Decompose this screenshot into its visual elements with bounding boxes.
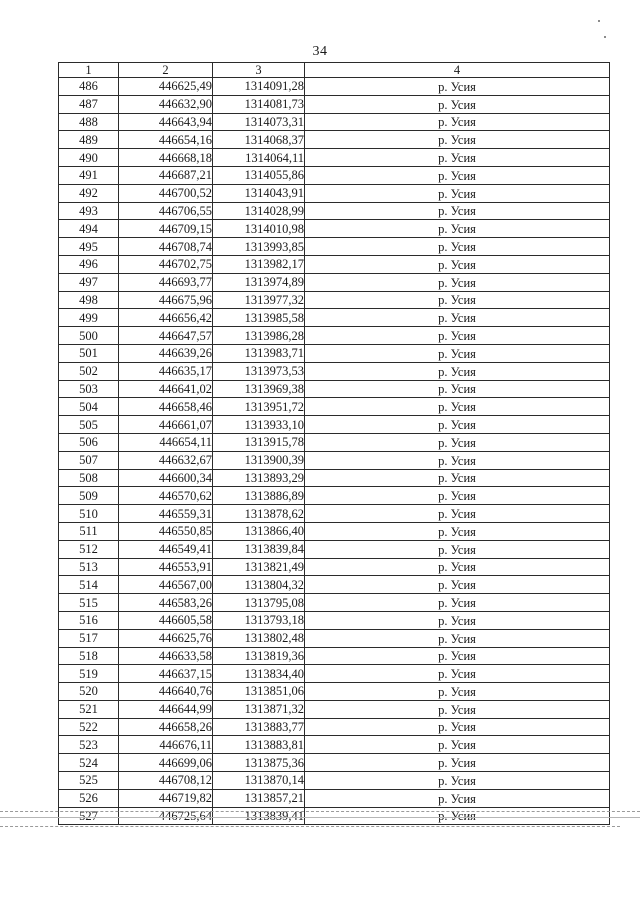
point-number-cell: 515 bbox=[59, 594, 119, 612]
y-coordinate-cell: 1313883,77 bbox=[213, 718, 305, 736]
y-coordinate-cell: 1313886,89 bbox=[213, 487, 305, 505]
description-cell: р. Усия bbox=[305, 576, 610, 594]
scan-artifact-line bbox=[0, 817, 640, 818]
x-coordinate-cell: 446709,15 bbox=[119, 220, 213, 238]
x-coordinate-cell: 446693,77 bbox=[119, 273, 213, 291]
point-number-cell: 519 bbox=[59, 665, 119, 683]
point-number-cell: 494 bbox=[59, 220, 119, 238]
description-cell: р. Усия bbox=[305, 807, 610, 825]
description-cell: р. Усия bbox=[305, 754, 610, 772]
x-coordinate-cell: 446641,02 bbox=[119, 380, 213, 398]
description-cell: р. Усия bbox=[305, 113, 610, 131]
x-coordinate-cell: 446600,34 bbox=[119, 469, 213, 487]
x-coordinate-cell: 446658,26 bbox=[119, 718, 213, 736]
x-coordinate-cell: 446632,67 bbox=[119, 451, 213, 469]
y-coordinate-cell: 1313804,32 bbox=[213, 576, 305, 594]
table-row bbox=[59, 469, 610, 487]
x-coordinate-cell: 446605,58 bbox=[119, 611, 213, 629]
description-cell: р. Усия bbox=[305, 700, 610, 718]
description-cell: р. Усия bbox=[305, 469, 610, 487]
table-row bbox=[59, 113, 610, 131]
x-coordinate-cell: 446625,76 bbox=[119, 629, 213, 647]
description-cell: р. Усия bbox=[305, 647, 610, 665]
y-coordinate-cell: 1313839,84 bbox=[213, 540, 305, 558]
table-row bbox=[59, 380, 610, 398]
y-coordinate-cell: 1313933,10 bbox=[213, 416, 305, 434]
description-cell: р. Усия bbox=[305, 255, 610, 273]
scan-speck bbox=[604, 36, 606, 38]
point-number-cell: 511 bbox=[59, 522, 119, 540]
point-number-cell: 523 bbox=[59, 736, 119, 754]
description-cell: р. Усия bbox=[305, 772, 610, 790]
table-row bbox=[59, 505, 610, 523]
description-cell: р. Усия bbox=[305, 505, 610, 523]
table-row bbox=[59, 184, 610, 202]
x-coordinate-cell: 446549,41 bbox=[119, 540, 213, 558]
x-coordinate-cell: 446725,64 bbox=[119, 807, 213, 825]
table-row bbox=[59, 166, 610, 184]
y-coordinate-cell: 1313951,72 bbox=[213, 398, 305, 416]
description-cell: р. Усия bbox=[305, 416, 610, 434]
table-row bbox=[59, 95, 610, 113]
point-number-cell: 509 bbox=[59, 487, 119, 505]
point-number-cell: 514 bbox=[59, 576, 119, 594]
x-coordinate-cell: 446632,90 bbox=[119, 95, 213, 113]
point-number-cell: 498 bbox=[59, 291, 119, 309]
point-number-cell: 486 bbox=[59, 78, 119, 96]
point-number-cell: 510 bbox=[59, 505, 119, 523]
x-coordinate-cell: 446567,00 bbox=[119, 576, 213, 594]
scan-speck bbox=[598, 20, 600, 22]
y-coordinate-cell: 1313839,41 bbox=[213, 807, 305, 825]
page-number: 34 bbox=[312, 44, 328, 59]
point-number-cell: 522 bbox=[59, 718, 119, 736]
point-number-cell: 497 bbox=[59, 273, 119, 291]
point-number-cell: 502 bbox=[59, 362, 119, 380]
x-coordinate-cell: 446644,99 bbox=[119, 700, 213, 718]
table-row bbox=[59, 522, 610, 540]
table-row bbox=[59, 202, 610, 220]
y-coordinate-cell: 1313871,32 bbox=[213, 700, 305, 718]
description-cell: р. Усия bbox=[305, 95, 610, 113]
y-coordinate-cell: 1313893,29 bbox=[213, 469, 305, 487]
description-cell: р. Усия bbox=[305, 736, 610, 754]
x-coordinate-cell: 446699,06 bbox=[119, 754, 213, 772]
description-cell: р. Усия bbox=[305, 273, 610, 291]
table-row bbox=[59, 78, 610, 96]
y-coordinate-cell: 1313977,32 bbox=[213, 291, 305, 309]
x-coordinate-cell: 446719,82 bbox=[119, 789, 213, 807]
description-cell: р. Усия bbox=[305, 718, 610, 736]
x-coordinate-cell: 446553,91 bbox=[119, 558, 213, 576]
y-coordinate-cell: 1314028,99 bbox=[213, 202, 305, 220]
description-cell: р. Усия bbox=[305, 558, 610, 576]
description-cell: р. Усия bbox=[305, 362, 610, 380]
point-number-cell: 505 bbox=[59, 416, 119, 434]
y-coordinate-cell: 1314068,37 bbox=[213, 131, 305, 149]
table-row bbox=[59, 647, 610, 665]
table-row bbox=[59, 683, 610, 701]
y-coordinate-cell: 1313819,36 bbox=[213, 647, 305, 665]
point-number-cell: 513 bbox=[59, 558, 119, 576]
point-number-cell: 491 bbox=[59, 166, 119, 184]
table-row bbox=[59, 665, 610, 683]
description-cell: р. Усия bbox=[305, 789, 610, 807]
point-number-cell: 526 bbox=[59, 789, 119, 807]
x-coordinate-cell: 446700,52 bbox=[119, 184, 213, 202]
description-cell: р. Усия bbox=[305, 327, 610, 345]
point-number-cell: 506 bbox=[59, 433, 119, 451]
point-number-cell: 525 bbox=[59, 772, 119, 790]
point-number-cell: 487 bbox=[59, 95, 119, 113]
y-coordinate-cell: 1314091,28 bbox=[213, 78, 305, 96]
y-coordinate-cell: 1313982,17 bbox=[213, 255, 305, 273]
table-row bbox=[59, 309, 610, 327]
point-number-cell: 524 bbox=[59, 754, 119, 772]
table-row bbox=[59, 754, 610, 772]
point-number-cell: 512 bbox=[59, 540, 119, 558]
y-coordinate-cell: 1313851,06 bbox=[213, 683, 305, 701]
column-header-4: 4 bbox=[305, 63, 610, 78]
y-coordinate-cell: 1314043,91 bbox=[213, 184, 305, 202]
table-row bbox=[59, 540, 610, 558]
x-coordinate-cell: 446656,42 bbox=[119, 309, 213, 327]
description-cell: р. Усия bbox=[305, 78, 610, 96]
x-coordinate-cell: 446625,49 bbox=[119, 78, 213, 96]
description-cell: р. Усия bbox=[305, 344, 610, 362]
description-cell: р. Усия bbox=[305, 309, 610, 327]
description-cell: р. Усия bbox=[305, 540, 610, 558]
x-coordinate-cell: 446654,16 bbox=[119, 131, 213, 149]
description-cell: р. Усия bbox=[305, 683, 610, 701]
point-number-cell: 520 bbox=[59, 683, 119, 701]
table-row bbox=[59, 344, 610, 362]
point-number-cell: 495 bbox=[59, 238, 119, 256]
table-row bbox=[59, 487, 610, 505]
point-number-cell: 518 bbox=[59, 647, 119, 665]
column-header-3: 3 bbox=[213, 63, 305, 78]
x-coordinate-cell: 446583,26 bbox=[119, 594, 213, 612]
x-coordinate-cell: 446676,11 bbox=[119, 736, 213, 754]
table-row bbox=[59, 291, 610, 309]
point-number-cell: 504 bbox=[59, 398, 119, 416]
scan-artifact-line bbox=[0, 826, 620, 827]
point-number-cell: 492 bbox=[59, 184, 119, 202]
table-row bbox=[59, 220, 610, 238]
description-cell: р. Усия bbox=[305, 291, 610, 309]
table-row bbox=[59, 255, 610, 273]
description-cell: р. Усия bbox=[305, 149, 610, 167]
y-coordinate-cell: 1313900,39 bbox=[213, 451, 305, 469]
point-number-cell: 488 bbox=[59, 113, 119, 131]
description-cell: р. Усия bbox=[305, 166, 610, 184]
point-number-cell: 489 bbox=[59, 131, 119, 149]
y-coordinate-cell: 1313878,62 bbox=[213, 505, 305, 523]
coordinates-table bbox=[58, 62, 610, 825]
y-coordinate-cell: 1314073,31 bbox=[213, 113, 305, 131]
y-coordinate-cell: 1313857,21 bbox=[213, 789, 305, 807]
description-cell: р. Усия bbox=[305, 629, 610, 647]
point-number-cell: 500 bbox=[59, 327, 119, 345]
description-cell: р. Усия bbox=[305, 238, 610, 256]
table-row bbox=[59, 273, 610, 291]
table-row bbox=[59, 718, 610, 736]
y-coordinate-cell: 1313866,40 bbox=[213, 522, 305, 540]
point-number-cell: 508 bbox=[59, 469, 119, 487]
y-coordinate-cell: 1313983,71 bbox=[213, 344, 305, 362]
x-coordinate-cell: 446647,57 bbox=[119, 327, 213, 345]
x-coordinate-cell: 446637,15 bbox=[119, 665, 213, 683]
table-row bbox=[59, 772, 610, 790]
description-cell: р. Усия bbox=[305, 665, 610, 683]
table-body bbox=[59, 78, 610, 825]
x-coordinate-cell: 446702,75 bbox=[119, 255, 213, 273]
y-coordinate-cell: 1313986,28 bbox=[213, 327, 305, 345]
x-coordinate-cell: 446708,74 bbox=[119, 238, 213, 256]
x-coordinate-cell: 446570,62 bbox=[119, 487, 213, 505]
y-coordinate-cell: 1314081,73 bbox=[213, 95, 305, 113]
x-coordinate-cell: 446661,07 bbox=[119, 416, 213, 434]
point-number-cell: 527 bbox=[59, 807, 119, 825]
x-coordinate-cell: 446550,85 bbox=[119, 522, 213, 540]
point-number-cell: 496 bbox=[59, 255, 119, 273]
y-coordinate-cell: 1313974,89 bbox=[213, 273, 305, 291]
table-row bbox=[59, 416, 610, 434]
point-number-cell: 507 bbox=[59, 451, 119, 469]
table-row bbox=[59, 736, 610, 754]
point-number-cell: 501 bbox=[59, 344, 119, 362]
table-row bbox=[59, 362, 610, 380]
table-row bbox=[59, 594, 610, 612]
x-coordinate-cell: 446706,55 bbox=[119, 202, 213, 220]
point-number-cell: 517 bbox=[59, 629, 119, 647]
description-cell: р. Усия bbox=[305, 202, 610, 220]
description-cell: р. Усия bbox=[305, 487, 610, 505]
table-row bbox=[59, 398, 610, 416]
y-coordinate-cell: 1313821,49 bbox=[213, 558, 305, 576]
column-header-1: 1 bbox=[59, 63, 119, 78]
description-cell: р. Усия bbox=[305, 220, 610, 238]
column-header-2: 2 bbox=[119, 63, 213, 78]
y-coordinate-cell: 1314064,11 bbox=[213, 149, 305, 167]
description-cell: р. Усия bbox=[305, 398, 610, 416]
x-coordinate-cell: 446640,76 bbox=[119, 683, 213, 701]
description-cell: р. Усия bbox=[305, 594, 610, 612]
description-cell: р. Усия bbox=[305, 451, 610, 469]
description-cell: р. Усия bbox=[305, 433, 610, 451]
description-cell: р. Усия bbox=[305, 380, 610, 398]
scan-artifact-line bbox=[0, 811, 640, 812]
y-coordinate-cell: 1313834,40 bbox=[213, 665, 305, 683]
table-row bbox=[59, 611, 610, 629]
table-row bbox=[59, 789, 610, 807]
point-number-cell: 503 bbox=[59, 380, 119, 398]
point-number-cell: 499 bbox=[59, 309, 119, 327]
table-header-row bbox=[59, 63, 610, 78]
point-number-cell: 493 bbox=[59, 202, 119, 220]
table-row bbox=[59, 433, 610, 451]
x-coordinate-cell: 446643,94 bbox=[119, 113, 213, 131]
x-coordinate-cell: 446658,46 bbox=[119, 398, 213, 416]
description-cell: р. Усия bbox=[305, 611, 610, 629]
y-coordinate-cell: 1313802,48 bbox=[213, 629, 305, 647]
point-number-cell: 516 bbox=[59, 611, 119, 629]
x-coordinate-cell: 446654,11 bbox=[119, 433, 213, 451]
table-row bbox=[59, 700, 610, 718]
table-row bbox=[59, 149, 610, 167]
table-row bbox=[59, 629, 610, 647]
y-coordinate-cell: 1313883,81 bbox=[213, 736, 305, 754]
table-row bbox=[59, 327, 610, 345]
table-row bbox=[59, 131, 610, 149]
table-row bbox=[59, 451, 610, 469]
y-coordinate-cell: 1313973,53 bbox=[213, 362, 305, 380]
x-coordinate-cell: 446639,26 bbox=[119, 344, 213, 362]
x-coordinate-cell: 446668,18 bbox=[119, 149, 213, 167]
x-coordinate-cell: 446687,21 bbox=[119, 166, 213, 184]
y-coordinate-cell: 1313870,14 bbox=[213, 772, 305, 790]
point-number-cell: 490 bbox=[59, 149, 119, 167]
x-coordinate-cell: 446635,17 bbox=[119, 362, 213, 380]
table-row bbox=[59, 558, 610, 576]
y-coordinate-cell: 1313985,58 bbox=[213, 309, 305, 327]
y-coordinate-cell: 1313915,78 bbox=[213, 433, 305, 451]
description-cell: р. Усия bbox=[305, 522, 610, 540]
description-cell: р. Усия bbox=[305, 184, 610, 202]
y-coordinate-cell: 1313969,38 bbox=[213, 380, 305, 398]
y-coordinate-cell: 1313795,08 bbox=[213, 594, 305, 612]
description-cell: р. Усия bbox=[305, 131, 610, 149]
x-coordinate-cell: 446708,12 bbox=[119, 772, 213, 790]
y-coordinate-cell: 1313875,36 bbox=[213, 754, 305, 772]
point-number-cell: 521 bbox=[59, 700, 119, 718]
x-coordinate-cell: 446559,31 bbox=[119, 505, 213, 523]
x-coordinate-cell: 446633,58 bbox=[119, 647, 213, 665]
y-coordinate-cell: 1313793,18 bbox=[213, 611, 305, 629]
table-row bbox=[59, 238, 610, 256]
x-coordinate-cell: 446675,96 bbox=[119, 291, 213, 309]
y-coordinate-cell: 1314055,86 bbox=[213, 166, 305, 184]
y-coordinate-cell: 1314010,98 bbox=[213, 220, 305, 238]
table-row bbox=[59, 576, 610, 594]
y-coordinate-cell: 1313993,85 bbox=[213, 238, 305, 256]
